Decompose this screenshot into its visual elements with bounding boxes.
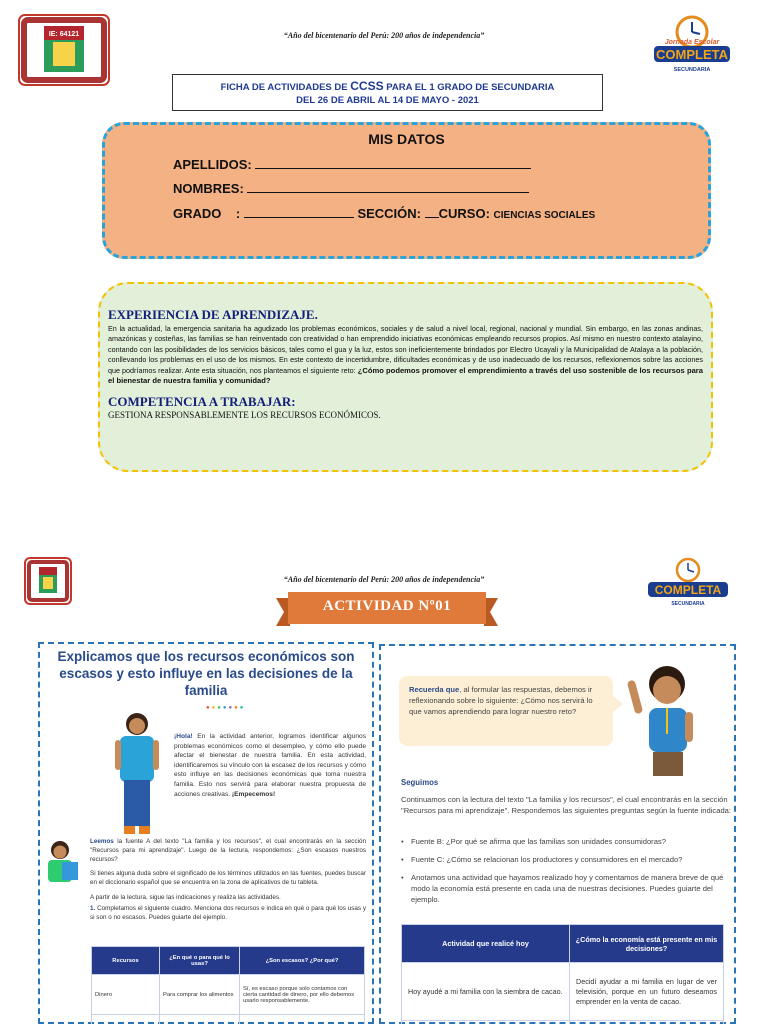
- lt-header-0: Recursos: [92, 947, 160, 975]
- grado-row: [173, 206, 595, 221]
- apellidos-row: [173, 157, 531, 172]
- apellidos-field[interactable]: [255, 157, 531, 169]
- lt-cell: Dinero: [92, 975, 160, 1015]
- competencia-heading: COMPETENCIA A TRABAJAR:: [108, 394, 296, 410]
- table-row: [92, 1015, 365, 1024]
- title-ccss: CCSS: [350, 79, 384, 93]
- rt-header-1: ¿Cómo la economía está presente en mis decisiones?: [570, 925, 724, 963]
- lt-cell: Para comprar los alimentos: [160, 975, 240, 1015]
- experiencia-reto: ¿Cómo podemos promover el emprendimiento a través del uso sostenible de los recursos para el bienestar de nuestra familia y comunidad?: [108, 365, 703, 386]
- nombres-row: [173, 181, 529, 196]
- nombres-label: NOMBRES:: [173, 181, 244, 196]
- lt-cell-input[interactable]: [240, 1015, 365, 1024]
- school-logo: [18, 14, 110, 86]
- title-prefix: FICHA DE ACTIVIDADES DE: [220, 82, 351, 93]
- jec-sub: SECUNDARIA: [673, 67, 711, 73]
- lt-header-2: ¿Son escasos? ¿Por qué?: [240, 947, 365, 975]
- mis-datos-heading: MIS DATOS: [368, 131, 445, 147]
- school-logo-ie: IE: 64121: [48, 31, 80, 38]
- leemos-text: [90, 838, 366, 864]
- bullet-anotamos: • Anotamos una actividad que hayamos realizado hoy y comentamos de manera breve de qué modo la economía está presente en cada una de nuestras decisiones. Puedes guiarte del ejemplo.: [401, 872, 731, 905]
- lt-cell-input[interactable]: [92, 1015, 160, 1024]
- recuerda-body: , al formular las respuestas, debemos ir reflexionando sobre lo siguiente: ¿Cómo nos servirá lo que vamos aprendiendo para lograr nuestro reto?: [409, 685, 593, 716]
- seccion-label: SECCIÓN:: [357, 206, 421, 221]
- rt-cell-input[interactable]: [570, 1021, 724, 1024]
- bullet-c: • Fuente C: ¿Cómo se relacionan los productores y consumidores en el mercado?: [401, 854, 731, 865]
- left-title: Explicamos que los recursos económicos son escasos y esto influye en las decisiones de la familia: [57, 649, 355, 698]
- boy-reading-illustration: [44, 840, 80, 886]
- grado-label: GRADO: [173, 206, 222, 221]
- lt-cell: Sí, es escaso porque solo contamos con cierta cantidad de dinero, por ello debemos usarlo responsablemente.: [240, 975, 365, 1015]
- indicaciones-text: A partir de la lectura, sigue las indicaciones y realiza las actividades.: [90, 894, 281, 901]
- jec-top: Jornada Escolar: [664, 39, 720, 46]
- lt-header-1: ¿En qué o para qué lo usas?: [160, 947, 240, 975]
- bullet-b: • Fuente B: ¿Por qué se afirma que las familias son unidades consumidoras?: [401, 836, 731, 847]
- table-row: [92, 975, 365, 1015]
- right-panel: [379, 644, 736, 1024]
- curso-value: CIENCIAS SOCIALES: [493, 210, 596, 221]
- title-suffix: PARA EL 1 GRADO DE SECUNDARIA: [383, 82, 555, 93]
- motto: “Año del bicentenario del Perú: 200 años de independencia”: [283, 31, 485, 40]
- table-row: [402, 963, 724, 1021]
- nombres-field[interactable]: [247, 181, 529, 193]
- seguimos-text: Continuamos con la lectura del texto "La familia y los recursos", el cual encontrarás en la sección "Recursos para mi aprendizaje". Respondemos las siguientes preguntas según la fuente indicada:: [401, 795, 732, 815]
- rt-header-0: Actividad que realicé hoy: [402, 925, 570, 963]
- seguimos-heading: Seguimos: [401, 778, 439, 787]
- competencia-text: GESTIONA RESPONSABLEMENTE LOS RECURSOS ECONÓMICOS.: [108, 410, 381, 421]
- economia-table: [401, 924, 724, 1024]
- grado-colon: :: [235, 206, 241, 221]
- seccion-field[interactable]: [425, 206, 439, 218]
- hola-body: En la actividad anterior, logramos identificar algunos problemas económicos como el desempleo, y cómo ello puede afectar el bienestar de nuestra familia. En esta actividad, identificaremos su vínculo con la escasez de los recursos y cómo esto influye en las decisiones económicas que toma nuestra familia. Esto nos servirá para elaborar nuestra propuesta de acciones creativas.: [174, 733, 366, 798]
- jec-main: COMPLETA: [656, 47, 728, 62]
- table-row: [402, 1021, 724, 1024]
- mis-datos-box: [102, 122, 711, 259]
- jec-logo: [650, 14, 734, 76]
- item1-num: 1.: [90, 905, 96, 912]
- left-panel: [38, 642, 374, 1024]
- hola-bold: ¡Hola!: [174, 733, 193, 740]
- girl-illustration: [112, 710, 162, 840]
- experiencia-body: [108, 324, 703, 386]
- rt-cell-input[interactable]: [402, 1021, 570, 1024]
- rt-cell: Decidí ayudar a mi familia en lugar de ver televisión, porque en un futuro deseamos emprender en la venta de cacao.: [570, 963, 724, 1021]
- leemos-bold: Leemos: [90, 838, 114, 845]
- curso-label: CURSO:: [438, 206, 490, 221]
- grado-field[interactable]: [244, 206, 354, 218]
- boy-waving-illustration: [621, 660, 711, 780]
- experiencia-heading: EXPERIENCIA DE APRENDIZAJE.: [108, 307, 318, 322]
- hola-text: [174, 732, 366, 799]
- hola-end: ¡Empecemos!: [231, 790, 276, 798]
- sheet-title: [172, 74, 603, 111]
- svg-text:COMPLETA: COMPLETA: [654, 583, 722, 597]
- apellidos-label: APELLIDOS:: [173, 157, 252, 172]
- recuerda-bold: Recuerda que: [409, 685, 460, 694]
- title-dates: DEL 26 DE ABRIL AL 14 DE MAYO - 2021: [296, 95, 479, 106]
- experiencia-text: En la actualidad, la emergencia sanitaria ha agudizado los problemas económicos, sociales y de salud a nivel local, regional, nacional y mundial. Sin embargo, en las zonas andinas, amazónicas y costeñas, las familias se han reinventado con creatividad o han emprendido iniciativas económicas empleando recursos propios. Así mismo en nuestro contexto atalayino, contando con las posibilidades de los servicios básicos, tales como el gua y la luz, estos son ineficientemente brindados por Electro Ucayali y la Municipalidad de Atalaya a la población, conllevando los problemas en el uso de los mismos. En este contexto de incertidumbre, dificultades económicas y de uso inadecuado de los recursos, reflexionemos sobre las acciones que podríamos realizar. Ante esta situación, nos planteamos el siguiente reto:: [108, 324, 703, 375]
- decor-dots: ●●●●●●●: [206, 705, 246, 711]
- activity-title: ACTIVIDAD Nº01: [322, 598, 452, 614]
- item1-text: [90, 905, 366, 923]
- svg-text:SECUNDARIA: SECUNDARIA: [671, 601, 705, 607]
- recuerda-bubble: [399, 676, 613, 746]
- item1-body: Completamos el siguiente cuadro. Menciona dos recursos e indica en qué o para qué los usas y si son o no escasos. Puedes guiarte del ejemplo.: [90, 905, 367, 921]
- lt-cell-input[interactable]: [160, 1015, 240, 1024]
- leemos-body: la fuente A del texto "La familia y los recursos", el cual encontrarás en la sección "Recursos para mi aprendizaje". Luego de la lectura, respondemos: ¿Son escasos nuestros recursos?: [90, 838, 366, 863]
- duda-text: Si tienes alguna duda sobre el significado de los términos utilizados en las fuentes, puedes buscar en el diccionario español que se encuentra en la zona de aplicativos de tu tableta.: [90, 870, 366, 886]
- experiencia-box: [98, 282, 713, 472]
- motto-2: “Año del bicentenario del Perú: 200 años de independencia”: [283, 575, 485, 584]
- recursos-table: [91, 946, 365, 1024]
- rt-cell: Hoy ayudé a mi familia con la siembra de cacao.: [402, 963, 570, 1021]
